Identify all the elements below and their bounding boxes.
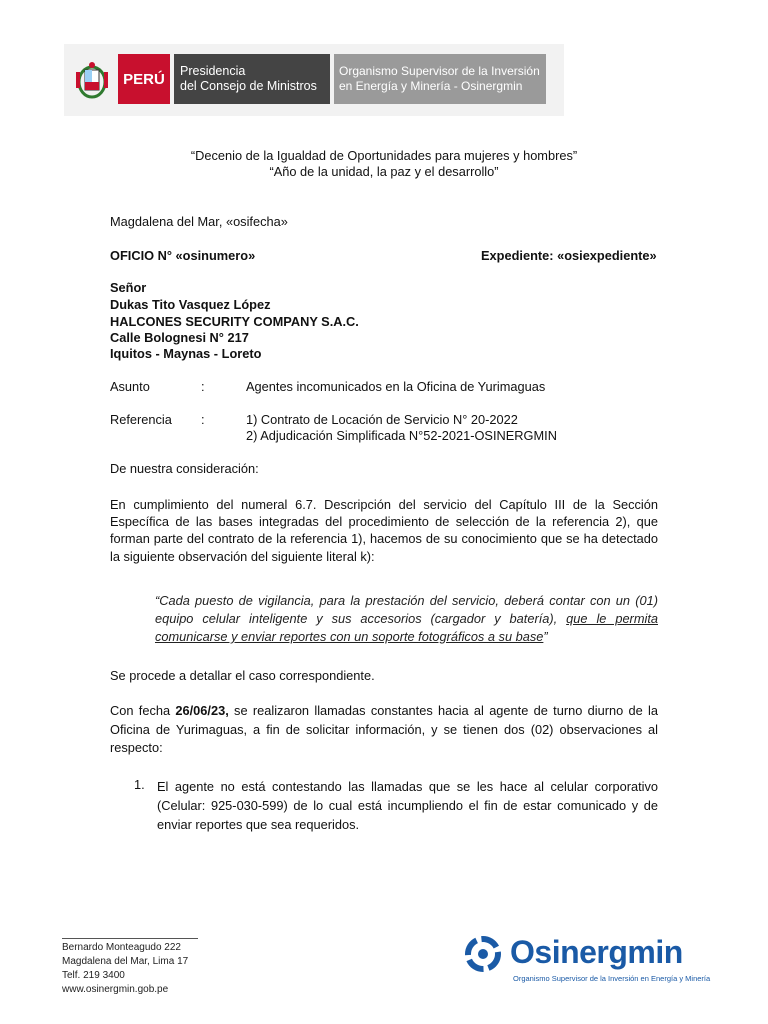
footer-website[interactable]: www.osinergmin.gob.pe	[62, 984, 169, 995]
peru-label: PERÚ	[118, 54, 170, 104]
pcm-line2: del Consejo de Ministros	[180, 79, 317, 93]
recipient-city: Iquitos - Maynas - Loreto	[110, 346, 262, 361]
quote-underlined: que le permita comunicarse y enviar reportes con un soporte fotográficos a su base	[155, 611, 658, 644]
osinergmin-logo-subtitle: Organismo Supervisor de la Inversión en Energía y Minería	[513, 974, 711, 983]
recipient-name: Dukas Tito Vasquez López	[110, 297, 271, 312]
osinergmin-box	[334, 54, 546, 104]
recipient-address: Calle Bolognesi N° 217	[110, 330, 249, 345]
pcm-box	[174, 54, 330, 104]
asunto-label: Asunto	[110, 379, 150, 394]
referencia-item-1: 1) Contrato de Locación de Servicio N° 20-2022	[246, 412, 518, 427]
paragraph-3	[110, 702, 658, 758]
place-date: Magdalena del Mar, «osifecha»	[110, 214, 288, 229]
salutation: Señor	[110, 280, 147, 295]
anio-title: “Año de la unidad, la paz y el desarrollo”	[269, 164, 499, 179]
greeting: De nuestra consideración:	[110, 461, 259, 476]
coat-of-arms-icon	[72, 58, 112, 102]
paragraph-3-date: 26/06/23,	[175, 703, 229, 718]
footer-phone: Telf. 219 3400	[62, 970, 125, 981]
list-item-1: El agente no está contestando las llamadas que se les hace al celular corporativo (Celular: 925-030-599) de lo cual está incumpliendo el fin de estar comunicado y de enviar reportes que sea requeridos.	[157, 779, 658, 832]
quote-end: ”	[543, 629, 548, 644]
quote-block	[155, 592, 658, 646]
osi-line2: en Energía y Minería - Osinergmin	[339, 79, 523, 93]
footer-divider	[62, 938, 198, 939]
referencia-colon: :	[201, 412, 205, 427]
referencia-item-2: 2) Adjudicación Simplificada N°52-2021-OSINERGMIN	[246, 428, 557, 443]
paragraph-3-prefix: Con fecha	[110, 703, 176, 718]
footer-city: Magdalena del Mar, Lima 17	[62, 956, 189, 967]
recipient-company: HALCONES SECURITY COMPANY S.A.C.	[110, 314, 359, 329]
decenio-title: “Decenio de la Igualdad de Oportunidades para mujeres y hombres”	[190, 148, 578, 163]
asunto-text: Agentes incomunicados en la Oficina de Yurimaguas	[246, 379, 546, 394]
list-item-number: 1.	[134, 777, 145, 792]
footer-address: Bernardo Monteagudo 222	[62, 942, 181, 953]
osi-line1: Organismo Supervisor de la Inversión	[339, 64, 540, 78]
paragraph-3-rest: se realizaron llamadas constantes hacia al agente de turno diurno de la Oficina de Yurimaguas, a fin de solicitar información, y se tienen dos (02) observaciones al respecto:	[110, 703, 658, 755]
osinergmin-logo-text: Osinergmin	[510, 934, 683, 970]
oficio-number: OFICIO N° «osinumero»	[110, 248, 256, 263]
osinergmin-logo-icon	[462, 934, 504, 974]
referencia-label: Referencia	[110, 412, 172, 427]
expediente: Expediente: «osiexpediente»	[481, 248, 657, 263]
quote-text: “Cada puesto de vigilancia, para la prestación del servicio, deberá contar con un (01) equipo celular inteligente y sus accesorios (cargador y batería),	[155, 593, 658, 626]
paragraph-2: Se procede a detallar el caso correspondiente.	[110, 668, 375, 683]
paragraph-1: En cumplimiento del numeral 6.7. Descripción del servicio del Capítulo III de la Sección Específica de las bases integradas del procedimiento de selección de la referencia 2), que forman parte del contrato de la referencia 1), hacemos de su conocimiento que se ha detectado la siguiente observación del siguiente literal k):	[110, 497, 658, 564]
pcm-line1: Presidencia	[180, 64, 246, 78]
asunto-colon: :	[201, 379, 205, 394]
